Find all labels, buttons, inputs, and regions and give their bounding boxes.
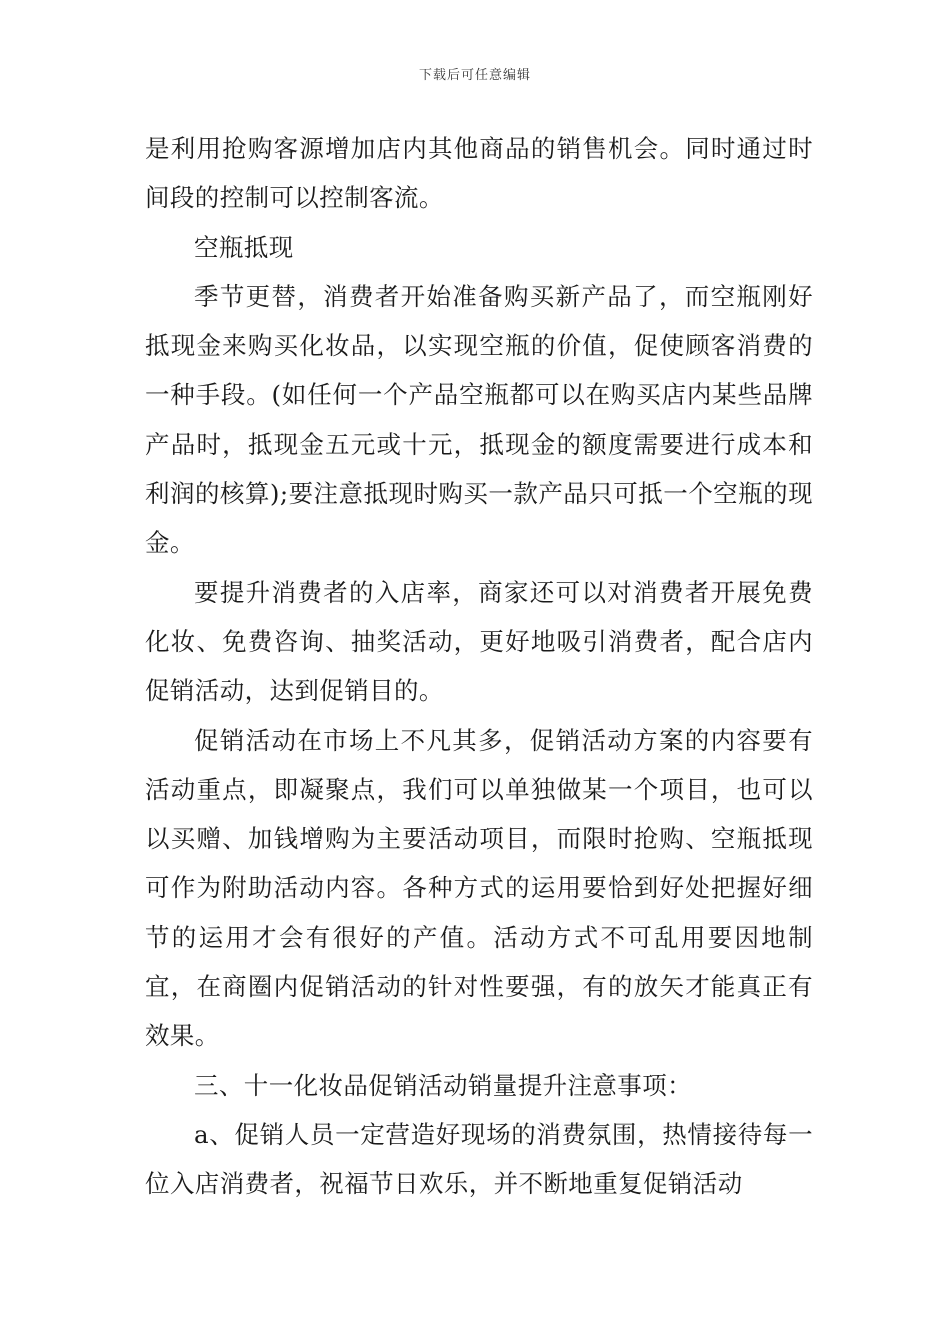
page-header: 下载后可任意编辑 [418,68,531,83]
paragraph: a、促销人员一定营造好现场的消费氛围，热情接待每一位入店消费者，祝福节日欢乐，并不断地重复促销活动 [145,1119,813,1199]
paragraph: 要提升消费者的入店率，商家还可以对消费者开展免费化妆、免费咨询、抽奖活动，更好地吸引消费者，配合店内促销活动，达到促销目的。 [145,577,813,706]
paragraph: 促销活动在市场上不凡其多，促销活动方案的内容要有活动重点，即凝聚点，我们可以单独做某一个项目，也可以以买赠、加钱增购为主要活动项目，而限时抢购、空瓶抵现可作为附助活动内容。各种方式的运用要恰到好处把握好细节的运用才会有很好的产值。活动方式不可乱用要因地制宜，在商圈内促销活动的针对性要强，有的放矢才能真正有效果。 [145,725,813,1051]
section-heading-notes: 三、十一化妆品促销活动销量提升注意事项： [194,1070,692,1100]
body-text [145,124,813,1209]
paragraph: 是利用抢购客源增加店内其他商品的销售机会。同时通过时间段的控制可以控制客流。 [145,134,813,213]
paragraph: 季节更替，消费者开始准备购买新产品了，而空瓶刚好抵现金来购买化妆品，以实现空瓶的价值，促使顾客消费的一种手段。(如任何一个产品空瓶都可以在购买店内某些品牌产品时，抵现金五元或十元，抵现金的额度需要进行成本和利润的核算);要注意抵现时购买一款产品只可抵一个空瓶的现金。 [145,281,813,558]
section-heading-empty-bottle: 空瓶抵现 [194,232,294,262]
